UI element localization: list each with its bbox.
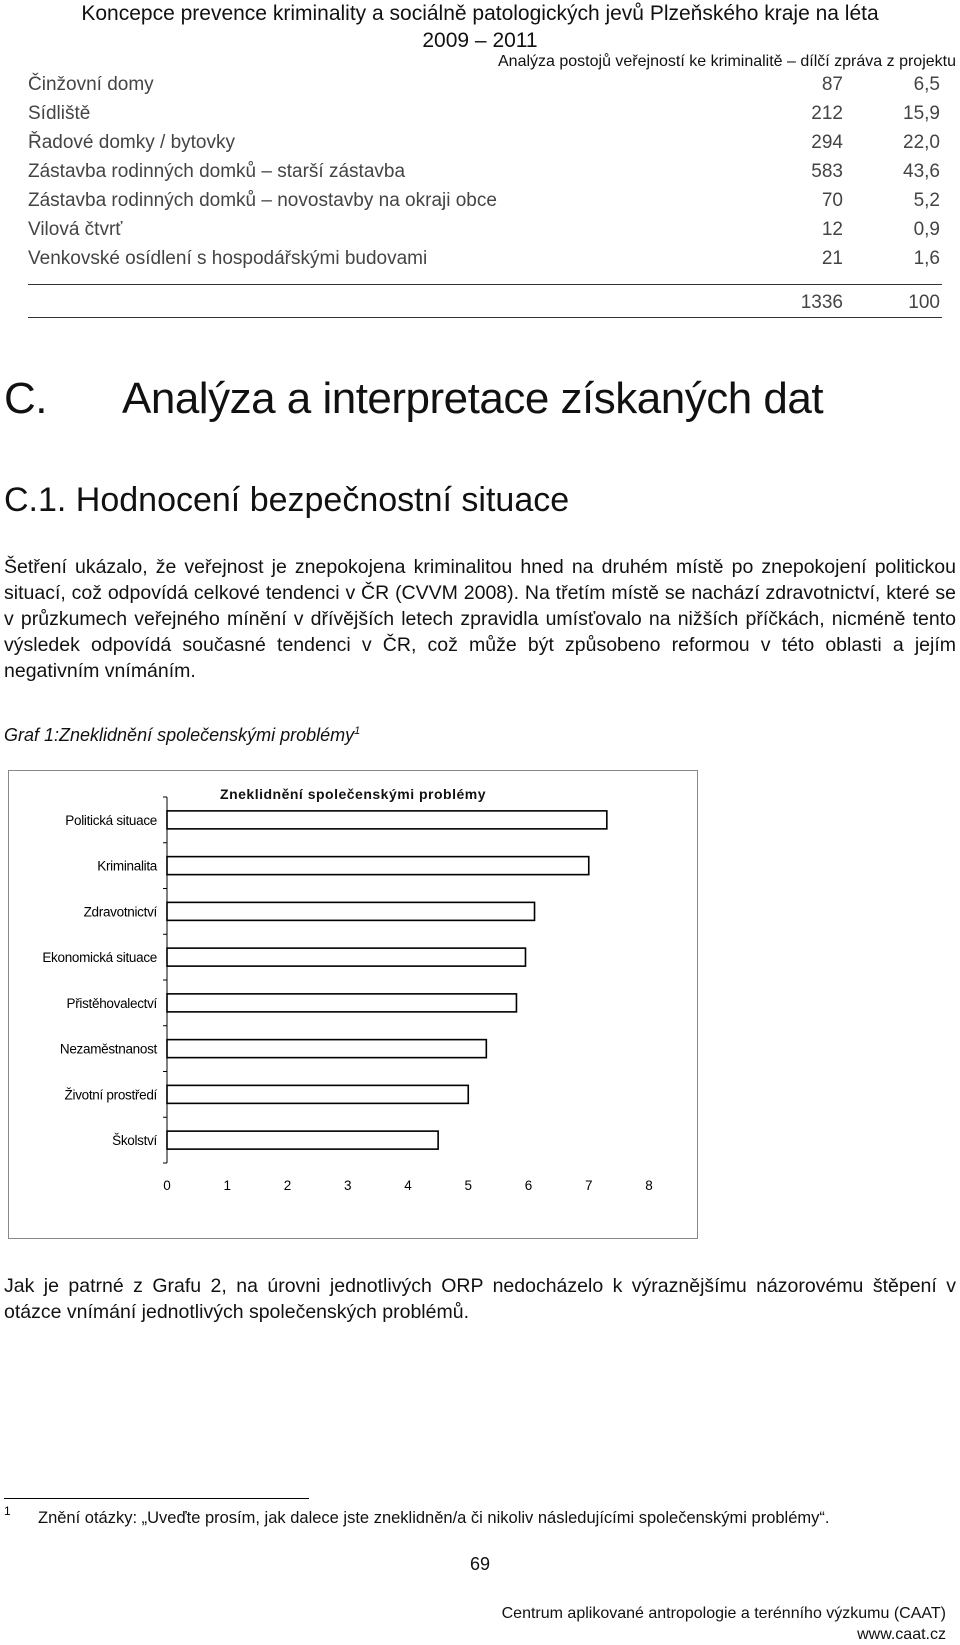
x-tick-label: 3 [343,1178,352,1193]
bar [167,811,607,829]
table-row [28,215,940,245]
footnote-number: 1 [4,1504,11,1518]
category-label: Ekonomická situace [42,950,157,966]
table-row [28,186,940,216]
bar [167,902,535,920]
row-label: Vilová čtvrť [28,219,123,240]
section-title: Analýza a interpretace získaných dat [122,374,824,423]
footer-org: Centrum aplikované antropologie a terénního výzkumu (CAAT) [501,1605,946,1622]
footnote-divider [4,1498,309,1499]
header-title-line-2: 2009 – 2011 [422,29,538,52]
total-percent: 100 [908,292,940,313]
page-number: 69 [469,1554,491,1574]
row-percent: 43,6 [903,161,940,182]
x-tick-label: 6 [524,1178,533,1193]
header-subtitle: Analýza postojů veřejností ke kriminalitě – dílčí zpráva z projektu [498,53,956,70]
table-row [28,70,940,100]
row-label: Činžovní domy [28,74,154,95]
bar-chart [9,771,697,1238]
x-tick-label: 7 [584,1178,593,1193]
category-label: Životní prostředí [64,1087,157,1103]
row-percent: 22,0 [903,132,940,153]
x-tick-label: 4 [404,1178,412,1193]
row-count: 583 [811,161,843,182]
caption-text: Graf 1:Zneklidnění společenskými problémy [4,725,355,745]
document-header-title [0,0,960,54]
table-row [28,128,940,158]
row-label: Zástavba rodinných domků – starší zástavba [28,161,406,182]
row-label: Venkovské osídlení s hospodářskými budovami [28,248,428,269]
row-percent: 1,6 [913,248,940,269]
x-tick-label: 5 [464,1178,473,1193]
x-tick-label: 0 [163,1178,171,1193]
footer [502,1603,946,1645]
category-label: Politická situace [65,812,157,828]
bar [167,1131,438,1149]
x-tick-label: 8 [645,1178,653,1193]
x-tick-label: 1 [223,1178,232,1193]
table-bottom-rule [28,317,942,318]
row-count: 70 [821,190,843,211]
table-total-row [28,288,940,318]
row-count: 212 [811,103,843,124]
row-label: Zástavba rodinných domků – novostavby na okraji obce [28,190,497,211]
body-paragraph-2: Jak je patrné z Grafu 2, na úrovni jednotlivých ORP nedocházelo k výraznějšímu názorovému štěpení v otázce vnímání jednotlivých společenských problémů. [4,1275,956,1323]
row-count: 87 [821,74,843,95]
header-title-line-1: Koncepce prevence kriminality a sociálně patologických jevů Plzeňského kraje na léta [81,2,879,25]
footnote-reference: 1 [354,725,361,737]
row-percent: 0,9 [913,219,940,240]
row-label: Sídliště [28,103,91,124]
category-label: Zdravotnictví [83,904,157,920]
footnote-body: Znění otázky: „Uveďte prosím, jak dalece jste zneklidněn/a či nikoliv následujícími společenskými problémy“. [38,1509,830,1527]
row-label: Řadové domky / bytovky [28,132,235,153]
category-label: Nezaměstnanost [59,1041,157,1057]
chart-title: Zneklidnění společenskými problémy [220,786,486,802]
bar [167,994,516,1012]
bar [167,857,589,875]
bar [167,948,525,966]
subsection-heading: C.1. Hodnocení bezpečnostní situace [4,481,570,519]
bar [167,1040,486,1058]
row-count: 21 [821,248,843,269]
chart-frame [8,770,698,1239]
category-label: Kriminalita [97,858,157,874]
section-heading [4,374,824,424]
row-count: 12 [821,219,843,240]
table-row [28,99,940,129]
footer-url: www.caat.cz [857,1626,946,1643]
row-percent: 5,2 [913,190,940,211]
category-label: Školství [112,1133,157,1149]
bar [167,1085,468,1103]
footnote-text [32,1507,892,1529]
table-row [28,157,940,187]
row-count: 294 [811,132,843,153]
section-letter: C. [4,374,47,423]
total-count: 1336 [800,292,843,313]
body-paragraph: Šetření ukázalo, že veřejnost je znepokojena kriminalitou hned na druhém místě po znepokojení politickou situací, což odpovídá celkové tendenci v ČR (CVVM 2008). Na třetím místě se nachází zdravotnictví, které se v průzkumech veřejného mínění v dřívějších letech zpravidla umísťovalo na nižších příčkách, nicméně tento výsledek odpovídá současné tendenci v ČR, což může být způsobeno reformou v této oblasti a jejím negativním vnímáním. [4,556,956,682]
row-percent: 15,9 [903,103,940,124]
figure-caption [4,725,360,746]
row-percent: 6,5 [913,74,940,95]
table-row [28,244,940,274]
category-label: Přistěhovalectví [66,995,157,1011]
x-tick-label: 2 [283,1178,292,1193]
table-rule [28,284,942,285]
